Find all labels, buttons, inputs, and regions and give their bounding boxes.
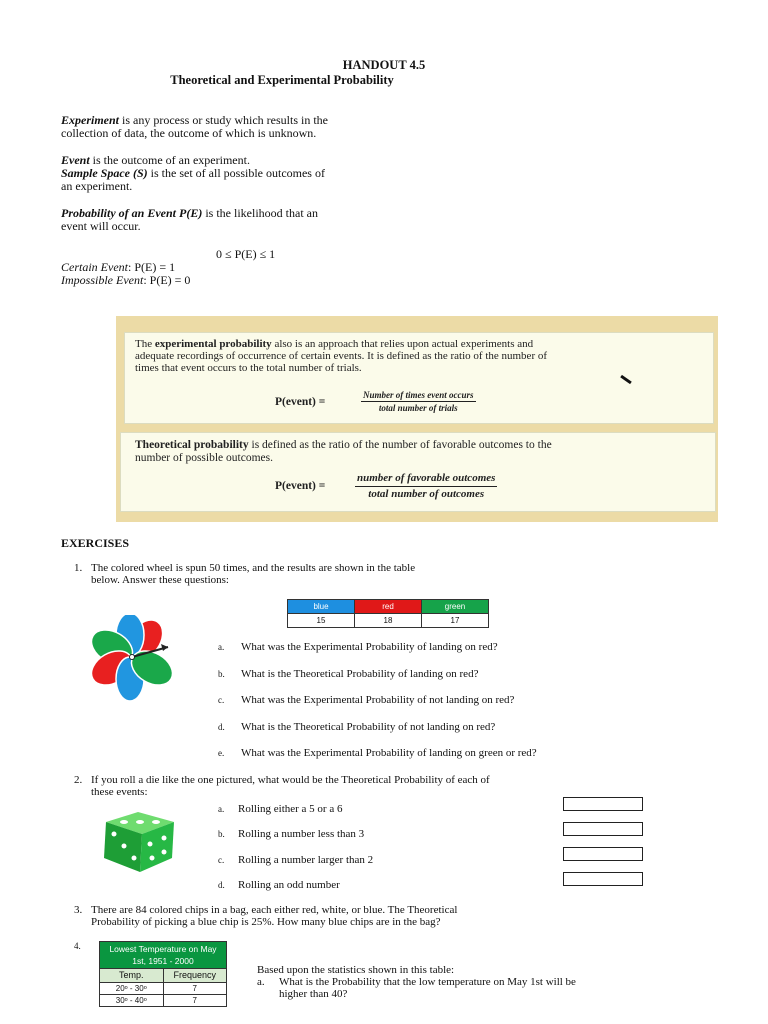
table-value-red: 18 [355, 614, 422, 628]
temperature-table-header [100, 968, 226, 982]
probability-text-line2: event will occur. [61, 219, 141, 233]
certain-event-term: Certain Event [61, 260, 128, 274]
experiment-text-line2: collection of data, the outcome of which is unknown. [61, 126, 317, 140]
table-header-red: red [355, 600, 422, 614]
theoretical-formula-fraction [355, 472, 497, 501]
impossible-event-value: : P(E) = 0 [143, 273, 191, 287]
die-pip [136, 820, 144, 824]
q1-number: 1. [74, 562, 83, 574]
q1-text: The colored wheel is spun 50 times, and the results are shown in the table below. Answer these questions: [91, 562, 416, 586]
q1-item-b: b. What is the Theoretical Probability of landing on red? [218, 667, 479, 680]
q2-item-c: c. Rolling a number larger than 2 [218, 853, 374, 866]
q4-item-a-letter: a. [257, 976, 265, 988]
exercises-heading: EXERCISES [61, 536, 130, 550]
impossible-event-term: Impossible Event [61, 273, 144, 287]
die-pip [162, 850, 167, 855]
experimental-formula-lhs: P(event) = [275, 396, 326, 408]
event-text: is the outcome of an experiment. [89, 153, 250, 167]
q1-item-d: d. What is the Theoretical Probability of not landing on red? [218, 720, 496, 733]
wheel-center [130, 655, 135, 660]
green-die-image [98, 808, 184, 876]
die-pip [120, 820, 128, 824]
experiment-term: Experiment [61, 113, 120, 127]
event-definition [61, 154, 325, 193]
q2-number: 2. [74, 774, 83, 786]
q2-item-a: a. Rolling either a 5 or a 6 [218, 803, 343, 815]
q2-item-b: b. Rolling a number less than 3 [218, 828, 365, 841]
q3-text: There are 84 colored chips in a bag, each either red, white, or blue. The Theoretical Probability of picking a blue chip is 25%. How many blue chips are in the bag? [91, 904, 458, 928]
answer-box-2b[interactable] [563, 822, 643, 836]
spin-results-table [287, 599, 489, 628]
temp-cell: 20ᵒ - 30ᵒ [100, 982, 163, 994]
die-pip [132, 856, 137, 861]
event-term: Event [61, 153, 90, 167]
theoretical-formula-lhs: P(event) = [275, 480, 326, 492]
temp-column-header: Temp. [100, 968, 163, 982]
die-pip [162, 836, 167, 841]
q1-item-c: c. What was the Experimental Probability of not landing on red? [218, 694, 515, 706]
temperature-table-title: Lowest Temperature on May 1st, 1951 - 2000 [100, 942, 226, 968]
answer-box-2c[interactable] [563, 847, 643, 861]
die-pip [150, 856, 155, 861]
experimental-denominator: total number of trials [378, 403, 458, 413]
table-header-blue: blue [288, 600, 355, 614]
sample-space-text: is the set of all possible outcomes of [147, 166, 325, 180]
q1-item-a: a. What was the Experimental Probability of landing on red? [218, 641, 498, 653]
frequency-cell: 7 [163, 994, 227, 1006]
probability-inequality: 0 ≤ P(E) ≤ 1 [216, 247, 276, 261]
probability-term: Probability of an Event P(E) [61, 206, 203, 220]
q2-item-d: d. Rolling an odd number [218, 878, 340, 891]
event-types [61, 261, 190, 287]
die-pip [152, 820, 160, 824]
table-row [100, 982, 226, 994]
answer-box-2a[interactable] [563, 797, 643, 811]
probability-definition [61, 207, 318, 233]
theoretical-probability-text: Theoretical probability is defined as the ratio of the number of favorable outcomes to the number of possible outcomes. [135, 439, 552, 464]
certain-event-value: : P(E) = 1 [127, 260, 176, 274]
frequency-column-header: Frequency [163, 968, 227, 982]
colored-wheel-image [80, 615, 190, 703]
die-pip [122, 844, 127, 849]
experimental-numerator: Number of times event occurs [363, 390, 474, 400]
table-row [100, 994, 226, 1006]
q4-number: 4. [74, 941, 81, 951]
temperature-table [99, 941, 227, 1007]
q4-item-a-text: What is the Probability that the low temperature on May 1st will be higher than 40? [279, 976, 576, 1000]
table-value-blue: 15 [288, 614, 355, 628]
q2-items [218, 797, 373, 898]
page-title: Theoretical and Experimental Probability [170, 73, 394, 87]
theoretical-probability-box [120, 432, 716, 512]
q3-number: 3. [74, 904, 83, 916]
table-header-green: green [422, 600, 489, 614]
q1-items [218, 634, 537, 767]
table-value-green: 17 [422, 614, 489, 628]
die-pip [148, 842, 153, 847]
die-pip [112, 832, 117, 837]
experiment-text: is any process or study which results in the [119, 113, 328, 127]
q4-intro: Based upon the statistics shown in this table: [257, 964, 455, 976]
probability-text: is the likelihood that an [202, 206, 318, 220]
answer-box-2d[interactable] [563, 872, 643, 886]
theoretical-denominator: total number of outcomes [368, 488, 485, 500]
handout-number: HANDOUT 4.5 [342, 58, 426, 72]
frequency-cell: 7 [163, 982, 227, 994]
q1-item-e: e. What was the Experimental Probability of landing on green or red? [218, 747, 537, 759]
sample-space-term: Sample Space (S) [61, 166, 148, 180]
experiment-definition [61, 114, 328, 140]
q2-text: If you roll a die like the one pictured, what would be the Theoretical Probability of each of these events: [91, 774, 490, 798]
theoretical-numerator: number of favorable outcomes [355, 472, 497, 487]
sample-space-text-line2: an experiment. [61, 179, 133, 193]
temp-cell: 30ᵒ - 40ᵒ [100, 994, 163, 1006]
experimental-probability-text: The experimental probability also is an approach that relies upon actual experiments and adequate recordings of occurrence of certain events. It is defined as the ratio of the number of times that event occurs to the total number of trials. [135, 338, 548, 374]
probability-formulas-image [116, 316, 718, 522]
experimental-formula-fraction [361, 390, 476, 413]
